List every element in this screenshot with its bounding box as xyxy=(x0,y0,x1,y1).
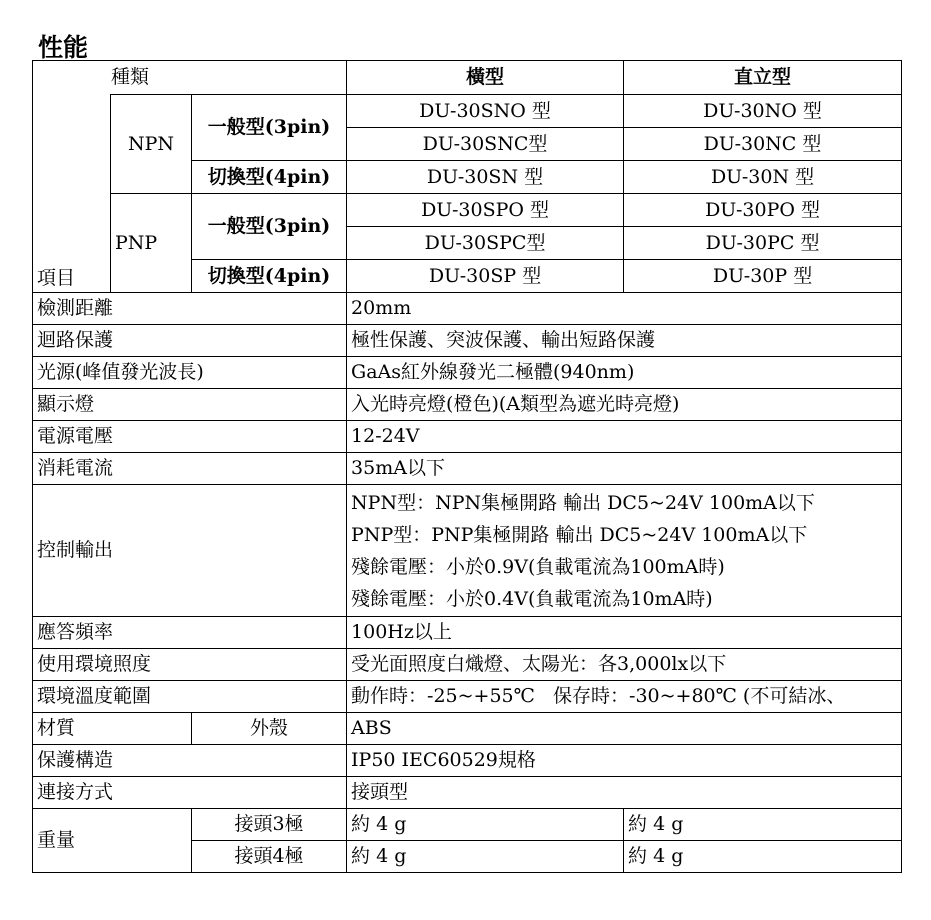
spec-row-weight xyxy=(33,809,902,841)
pnp-general-label: 一般型(3pin) xyxy=(192,194,347,260)
model-cell: DU-30SP 型 xyxy=(347,260,624,293)
npn-label: NPN xyxy=(111,95,192,194)
header-vertical: 直立型 xyxy=(624,61,902,95)
header-item-label: 項目 xyxy=(33,95,111,293)
spec-value: GaAs紅外線發光二極體(940nm) xyxy=(347,357,902,389)
spec-label: 連接方式 xyxy=(33,777,347,809)
spec-row-ambient-light xyxy=(33,649,902,681)
spec-sub-label: 接頭3極 xyxy=(192,809,347,841)
spec-value: IP50 IEC60529規格 xyxy=(347,745,902,777)
spec-row-circuit-protection xyxy=(33,325,902,357)
control-output-line: 殘餘電壓：小於0.4V(負載電流為10mA時) xyxy=(351,587,713,610)
spec-value: 100Hz以上 xyxy=(347,617,902,649)
spec-value: 約 4 g xyxy=(624,809,902,841)
spec-row-temp-range xyxy=(33,681,902,713)
spec-label: 顯示燈 xyxy=(33,389,347,421)
spec-label: 重量 xyxy=(33,809,192,873)
model-cell: DU-30SN 型 xyxy=(347,161,624,194)
model-row xyxy=(33,194,902,227)
header-kind-label: 種類 xyxy=(33,61,347,95)
spec-value: 受光面照度白熾燈、太陽光：各3,000lx以下 xyxy=(347,649,902,681)
control-output-line: NPN型：NPN集極開路 輸出 DC5~24V 100mA以下 xyxy=(351,491,815,514)
model-row xyxy=(33,95,902,128)
spec-label: 環境溫度範圍 xyxy=(33,681,347,713)
model-cell: DU-30PO 型 xyxy=(624,194,902,227)
spec-value: 20mm xyxy=(347,293,902,325)
spec-value: 入光時亮燈(橙色)(A類型為遮光時亮燈) xyxy=(347,389,902,421)
spec-label: 材質 xyxy=(33,713,192,745)
spec-value: 35mA以下 xyxy=(347,453,902,485)
spec-value: 約 4 g xyxy=(347,809,624,841)
spec-row-material xyxy=(33,713,902,745)
model-cell: DU-30NO 型 xyxy=(624,95,902,128)
spec-label: 電源電壓 xyxy=(33,421,347,453)
control-output-line: 殘餘電壓：小於0.9V(負載電流為100mA時) xyxy=(351,555,725,578)
spec-row-protection xyxy=(33,745,902,777)
spec-row-supply-voltage xyxy=(33,421,902,453)
spec-value: 動作時：-25~+55℃ 保存時：-30~+80℃ (不可結冰、 xyxy=(347,681,902,713)
control-output-line: PNP型：PNP集極開路 輸出 DC5~24V 100mA以下 xyxy=(351,523,808,546)
spec-table xyxy=(32,60,902,873)
pnp-switch-label: 切換型(4pin) xyxy=(192,260,347,293)
spec-value: 接頭型 xyxy=(347,777,902,809)
model-cell: DU-30SNO 型 xyxy=(347,95,624,128)
model-cell: DU-30PC 型 xyxy=(624,227,902,260)
spec-row-light-source xyxy=(33,357,902,389)
model-cell: DU-30N 型 xyxy=(624,161,902,194)
header-horizontal: 橫型 xyxy=(347,61,624,95)
spec-label: 光源(峰值發光波長) xyxy=(33,357,347,389)
spec-value: 約 4 g xyxy=(624,841,902,873)
control-output-lines xyxy=(347,485,902,617)
spec-sub-label: 外殼 xyxy=(192,713,347,745)
spec-label: 消耗電流 xyxy=(33,453,347,485)
table-header-row xyxy=(33,61,902,95)
page-title: 性能 xyxy=(38,33,89,62)
model-cell: DU-30SPC型 xyxy=(347,227,624,260)
spec-label: 保護構造 xyxy=(33,745,347,777)
spec-label: 檢測距離 xyxy=(33,293,347,325)
spec-label: 迴路保護 xyxy=(33,325,347,357)
spec-label: 應答頻率 xyxy=(33,617,347,649)
npn-general-label: 一般型(3pin) xyxy=(192,95,347,161)
spec-value: ABS xyxy=(347,713,902,745)
spec-value: 12-24V xyxy=(347,421,902,453)
spec-value: 極性保護、突波保護、輸出短路保護 xyxy=(347,325,902,357)
spec-row-current-consumption xyxy=(33,453,902,485)
model-cell: DU-30SNC型 xyxy=(347,128,624,161)
npn-switch-label: 切換型(4pin) xyxy=(192,161,347,194)
model-cell: DU-30NC 型 xyxy=(624,128,902,161)
model-cell: DU-30SPO 型 xyxy=(347,194,624,227)
model-cell: DU-30P 型 xyxy=(624,260,902,293)
pnp-label: PNP xyxy=(111,194,192,293)
spec-label: 控制輸出 xyxy=(33,485,347,617)
spec-row-control-output xyxy=(33,485,902,617)
spec-row-indicator xyxy=(33,389,902,421)
spec-row-response-freq xyxy=(33,617,902,649)
spec-row-connection xyxy=(33,777,902,809)
spec-label: 使用環境照度 xyxy=(33,649,347,681)
spec-row-detect-distance xyxy=(33,293,902,325)
spec-sub-label: 接頭4極 xyxy=(192,841,347,873)
spec-value: 約 4 g xyxy=(347,841,624,873)
